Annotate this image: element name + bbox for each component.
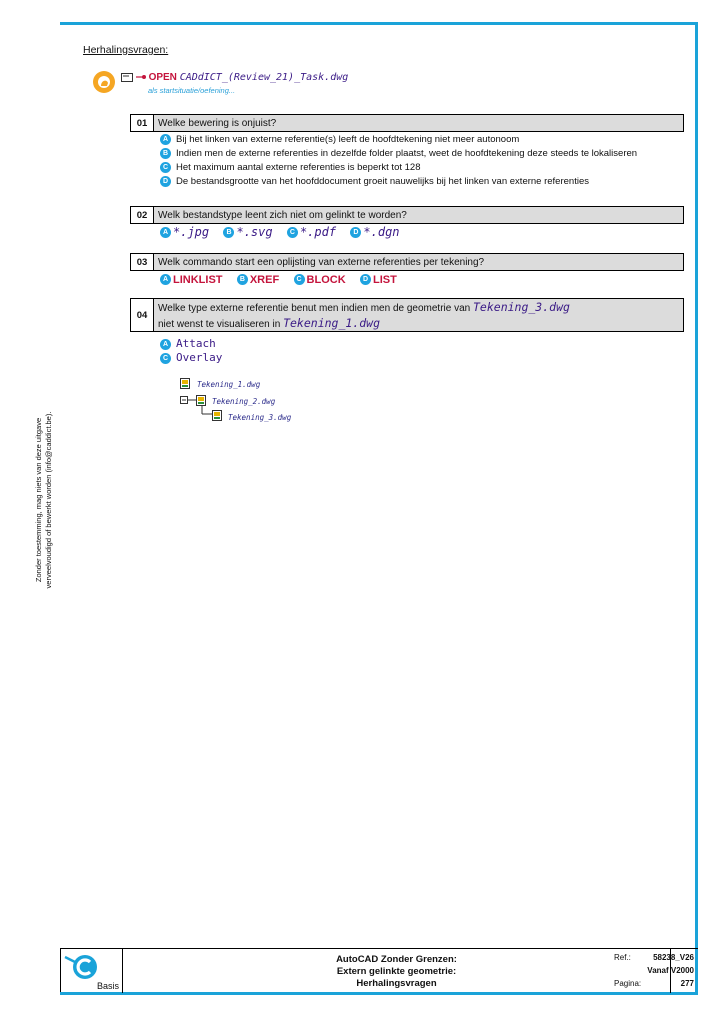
answer-option[interactable] <box>237 272 279 286</box>
dwg-file-icon <box>212 410 222 421</box>
answer-option[interactable] <box>160 147 637 161</box>
option-text: BLOCK <box>306 274 346 286</box>
answer-option[interactable] <box>160 133 637 147</box>
option-text: Indien men de externe referenties in dezelfde folder plaatst, weet de hoofdtekening deze steeds te lokaliseren <box>176 148 638 159</box>
dwg-file-icon <box>180 378 190 389</box>
option-text: LIST <box>372 274 397 286</box>
question-01 <box>130 114 684 132</box>
question-file-1: Tekening_3.dwg <box>473 300 570 314</box>
option-badge: C <box>294 274 305 285</box>
footer-page-value: 277 <box>680 979 694 988</box>
folder-icon <box>121 72 133 82</box>
copyright-note <box>34 400 54 600</box>
question-text: Welke bewering is onjuist? <box>154 114 684 132</box>
question-text: Welk commando start een oplijsting van externe referenties per tekening? <box>154 253 684 271</box>
question-text-part1: Welke type externe referentie benut men indien men de geometrie van <box>158 303 473 314</box>
question-file-2: Tekening_1.dwg <box>283 316 381 330</box>
tree-node-3: Tekening_3.dwg <box>228 413 292 422</box>
footer-ref-value: 58238_V26 <box>653 953 694 962</box>
option-text: *.svg <box>236 225 273 239</box>
option-text: Bij het linken van externe referentie(s) leeft de hoofdtekening niet meer autonoom <box>176 134 520 145</box>
answer-option[interactable] <box>350 225 399 239</box>
caddict-logo-icon <box>63 951 99 983</box>
open-keyword: OPEN <box>148 72 177 83</box>
question-number: 02 <box>130 206 154 224</box>
option-text: *.dgn <box>363 225 400 239</box>
footer-ref-label: Ref.: <box>614 953 631 962</box>
gear-head-icon <box>92 70 116 94</box>
answers-02 <box>160 225 411 239</box>
option-text: *.pdf <box>299 225 337 239</box>
footer-page-label: Pagina: <box>614 979 642 988</box>
section-title: Herhalingsvragen: <box>83 44 169 56</box>
option-text: LINKLIST <box>173 274 223 286</box>
footer-title-line2: Extern gelinkte geometrie: <box>336 966 457 977</box>
answer-option[interactable] <box>160 351 222 365</box>
option-badge: A <box>160 227 171 238</box>
option-text: De bestandsgrootte van het hoofddocument groeit nauwelijks bij het linken van externe referenties <box>176 176 589 187</box>
option-badge: B <box>223 227 234 238</box>
option-text: XREF <box>249 274 280 286</box>
question-02 <box>130 206 684 224</box>
page-frame-right <box>695 22 698 995</box>
answer-option[interactable] <box>160 225 209 239</box>
page-frame-top <box>60 22 698 25</box>
footer-basis: Basis <box>96 981 119 991</box>
open-command <box>121 72 348 83</box>
question-number: 03 <box>130 253 154 271</box>
copyright-line-2: verveelvoudigd of bewerkt worden (info@caddict.be). <box>44 411 53 589</box>
option-text: *.jpg <box>173 225 210 239</box>
question-number: 01 <box>130 114 154 132</box>
answer-option[interactable] <box>160 272 223 286</box>
option-badge: D <box>350 227 361 238</box>
answer-option[interactable] <box>287 225 336 239</box>
option-badge: D <box>360 274 371 285</box>
question-text-part2: niet wenst te visualiseren in <box>158 319 284 330</box>
tree-node-2: Tekening_2.dwg <box>212 397 276 406</box>
option-text: Overlay <box>176 351 223 364</box>
answer-option[interactable] <box>294 272 346 286</box>
footer-logo-cell <box>61 949 123 993</box>
answer-option[interactable] <box>223 225 272 239</box>
answer-option[interactable] <box>160 175 637 189</box>
dwg-file-icon <box>196 395 206 406</box>
tree-connector-icon <box>180 394 196 406</box>
open-filename: CADdICT_(Review_21)_Task.dwg <box>179 72 349 83</box>
option-badge: C <box>160 353 171 364</box>
option-badge: A <box>160 134 171 145</box>
question-04 <box>130 298 684 332</box>
answer-option[interactable] <box>360 272 397 286</box>
option-text: Attach <box>176 337 216 350</box>
tree-node-1: Tekening_1.dwg <box>197 380 261 389</box>
option-badge: D <box>160 176 171 187</box>
footer-title-line3: Herhalingsvragen <box>356 978 437 989</box>
question-text <box>154 298 684 332</box>
answers-03 <box>160 272 408 286</box>
footer-meta <box>611 949 696 993</box>
answer-option[interactable] <box>160 337 222 351</box>
option-badge: C <box>287 227 298 238</box>
footer-title-line1: AutoCAD Zonder Grenzen: <box>336 954 457 965</box>
option-badge: A <box>160 339 171 350</box>
question-number: 04 <box>130 298 154 332</box>
answers-01 <box>160 133 637 189</box>
option-text: Het maximum aantal externe referenties is beperkt tot 128 <box>176 162 421 173</box>
answers-04 <box>160 337 222 365</box>
option-badge: A <box>160 274 171 285</box>
question-03 <box>130 253 684 271</box>
footer-version: Vanaf V2000 <box>647 966 694 975</box>
option-badge: C <box>160 162 171 173</box>
page-footer <box>60 948 698 992</box>
arrow-right-icon <box>136 73 146 81</box>
footer-title <box>123 949 671 993</box>
answer-option[interactable] <box>160 161 637 175</box>
question-text: Welk bestandstype leent zich niet om gelinkt te worden? <box>154 206 684 224</box>
xref-tree <box>180 378 380 428</box>
copyright-line-1: Zonder toestemming, mag niets van deze uitgave <box>34 417 43 583</box>
open-subtitle: als startsituatie/oefening... <box>148 86 236 95</box>
option-badge: B <box>237 274 248 285</box>
option-badge: B <box>160 148 171 159</box>
